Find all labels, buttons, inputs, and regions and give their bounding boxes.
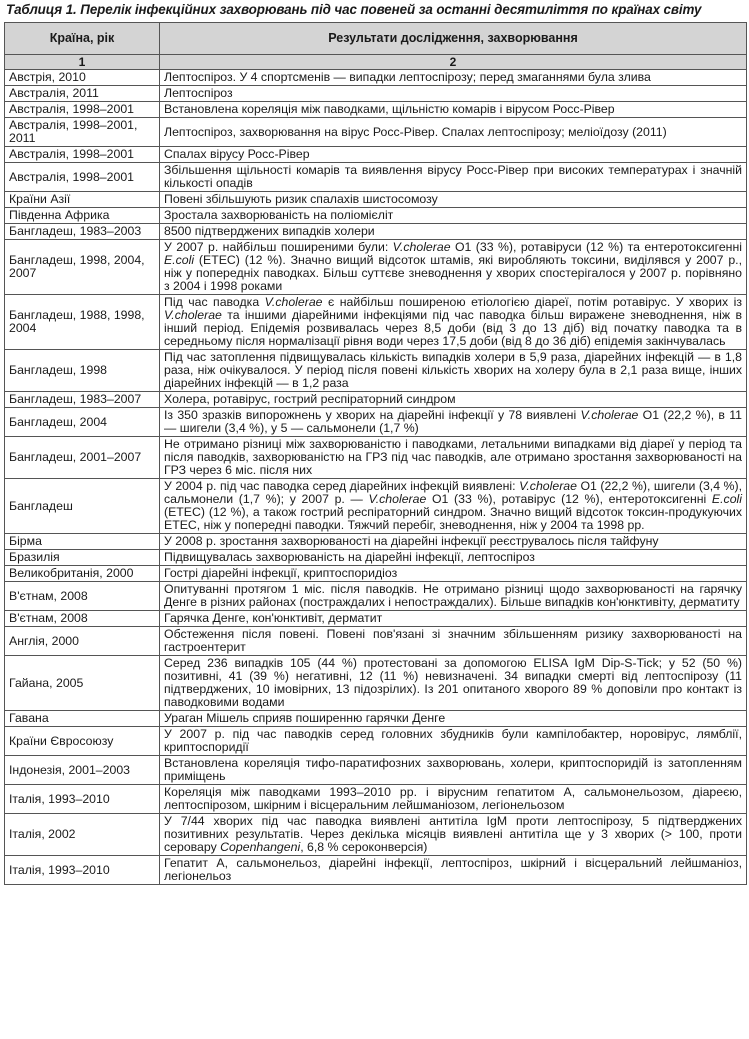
header-col-number-1: 1 (5, 55, 160, 70)
text-run: O1 (33 %), ротавірус (12 %), ентеротоксигенні (426, 492, 712, 506)
table-row (5, 208, 747, 224)
country-cell: Австралія, 2011 (5, 86, 160, 102)
result-cell: Спалах вірусу Росс-Рівер (160, 147, 747, 163)
table-row (5, 611, 747, 627)
result-cell (160, 814, 747, 856)
result-cell: Серед 236 випадків 105 (44 %) протестовані за допомогою ELISA IgM Dip-S-Tick; у 52 (50 %) позитивні, 41 (39 %) негативні, 12 (11 %) невизначені. 34 випадки смерті від лептоспірозу (11 підтверджених, 10 імовірних, 13 підозрілих). Із 201 опитаного хворого 89 % доповіли про контакт із паводковими водами (160, 656, 747, 711)
infections-table (4, 22, 747, 885)
italic-term: V.cholerae (264, 295, 323, 309)
result-cell: У 2008 р. зростання захворюваності на діарейні інфекції реєструвалось після тайфуну (160, 534, 747, 550)
table-row (5, 756, 747, 785)
result-cell: Гарячка Денге, кон'юнктивіт, дерматит (160, 611, 747, 627)
text-run: O1 (22,2 %), в 11 — шигели (3,4 %), у 5 — сальмонели (1,7 %) (164, 408, 742, 435)
country-cell: Бангладеш, 2001–2007 (5, 437, 160, 479)
country-cell: Бангладеш, 1988, 1998, 2004 (5, 295, 160, 350)
country-cell: Країни Євросоюзу (5, 727, 160, 756)
table-row (5, 566, 747, 582)
text-run: та іншими діарейними інфекціями під час паводка більш виражене зневоднення, ніж в інший період. Епідемія розвивалась через 8,5 доби (від 3 до 13 діб) від початку паводка та в середньому після нормалізації рівня води через 17,5 доби (від 8 до 36 діб) епідемія закінчувалась (164, 308, 742, 348)
result-cell: Встановлена кореляція між паводками, щільністю комарів і вірусом Росс-Рівер (160, 102, 747, 118)
table-row (5, 408, 747, 437)
country-cell: Італія, 1993–2010 (5, 785, 160, 814)
result-cell: Збільшення щільності комарів та виявлення вірусу Росс-Рівер при високих температурах і значній кількості опадів (160, 163, 747, 192)
table-body (5, 70, 747, 885)
text-run: Під час паводка (164, 295, 265, 309)
table-row (5, 727, 747, 756)
text-run: У 2007 р. найбільш поширеними були: (164, 240, 393, 254)
result-cell: Підвищувалась захворюваність на діарейні інфекції, лептоспіроз (160, 550, 747, 566)
italic-term: V.cholerae (580, 408, 639, 422)
result-cell: Обстеження після повені. Повені пов'язані зі значним збільшенням ризику захворюваності на гастроентерит (160, 627, 747, 656)
text-run: O1 (33 %), ротавіруси (12 %) та ентеротоксигенні (450, 240, 742, 254)
text-run: є найбільш поширеною етіологією діареї, потім ротавірус. У хворих із (322, 295, 743, 309)
italic-term: E.coli (711, 492, 742, 506)
country-cell: Південна Африка (5, 208, 160, 224)
country-cell: Бірма (5, 534, 160, 550)
result-cell: Встановлена кореляція тифо-паратифозних захворювань, холери, криптоспоридій із затопленням приміщень (160, 756, 747, 785)
text-run: Із 350 зразків випорожнень у хворих на діарейні інфекції у 78 виявлені (164, 408, 581, 422)
header-col-number-2: 2 (160, 55, 747, 70)
italic-term: V.cholerae (368, 492, 427, 506)
table-row (5, 437, 747, 479)
result-cell (160, 295, 747, 350)
country-cell: Бангладеш, 1998, 2004, 2007 (5, 240, 160, 295)
header-country: Країна, рік (5, 23, 160, 55)
result-cell: Гепатит А, сальмонельоз, діарейні інфекції, лептоспіроз, шкірний і вісцеральний лейшманіоз, легіонельоз (160, 856, 747, 885)
table-row (5, 785, 747, 814)
table-row (5, 102, 747, 118)
table-row (5, 582, 747, 611)
table-row (5, 534, 747, 550)
text-run: У 2004 р. під час паводка серед діарейних інфекцій виявлені: (164, 479, 520, 493)
result-cell: Ураган Мішель сприяв поширенню гарячки Денге (160, 711, 747, 727)
country-cell: Великобританія, 2000 (5, 566, 160, 582)
result-cell: Повені збільшують ризик спалахів шистосомозу (160, 192, 747, 208)
table-row (5, 479, 747, 534)
table-row (5, 856, 747, 885)
country-cell: Бразилія (5, 550, 160, 566)
table-row (5, 350, 747, 392)
result-cell (160, 408, 747, 437)
table-row (5, 70, 747, 86)
italic-term: V.cholerae (164, 308, 222, 322)
table-caption: Таблиця 1. Перелік інфекційних захворювань під час повеней за останні десятиліття по країнах світу (6, 2, 702, 17)
table-row (5, 656, 747, 711)
country-cell: Бангладеш (5, 479, 160, 534)
text-run: (ETEC) (12 %). Значно вищий відсоток штамів, які виробляють токсини, виділявся у 2007 р., ніж у попередніх паводках. Більш суттєве зневоднення у хворих спостерігалося у 2007 р. порівняно з 2004 і 1998 роками (164, 253, 742, 293)
italic-term: V.cholerae (392, 240, 451, 254)
result-cell: Лептоспіроз. У 4 спортсменів — випадки лептоспірозу; перед змаганнями була злива (160, 70, 747, 86)
country-cell: В'єтнам, 2008 (5, 582, 160, 611)
country-cell: Гайана, 2005 (5, 656, 160, 711)
italic-term: Copenhangeni (220, 840, 301, 854)
result-cell (160, 479, 747, 534)
text-run: , 6,8 % сероконверсія) (300, 840, 428, 854)
result-cell: Лептоспіроз (160, 86, 747, 102)
country-cell: Австралія, 1998–2001 (5, 102, 160, 118)
table-row (5, 550, 747, 566)
result-cell: 8500 підтверджених випадків холери (160, 224, 747, 240)
table-row (5, 118, 747, 147)
table-row (5, 711, 747, 727)
country-cell: Італія, 1993–2010 (5, 856, 160, 885)
country-cell: Австралія, 1998–2001 (5, 163, 160, 192)
table-row (5, 192, 747, 208)
text-run: (ETEC) (12 %), а також гострий респіраторний синдром. Значно вищий відсоток токсин-продукуючих ETEC, ніж у попередні паводки. Тяжчий перебіг, зневоднення, ніж у 2004 та 1998 рр. (164, 505, 742, 532)
country-cell: Австралія, 1998–2001 (5, 147, 160, 163)
table-row (5, 814, 747, 856)
table-row (5, 295, 747, 350)
country-cell: В'єтнам, 2008 (5, 611, 160, 627)
result-cell: Лептоспіроз, захворювання на вірус Росс-Рівер. Спалах лептоспірозу; меліоїдозу (2011) (160, 118, 747, 147)
table-row (5, 224, 747, 240)
table-row (5, 163, 747, 192)
country-cell: Бангладеш, 1983–2007 (5, 392, 160, 408)
country-cell: Австрія, 2010 (5, 70, 160, 86)
italic-term: E.coli (164, 253, 195, 267)
result-cell: Гострі діарейні інфекції, криптоспоридіоз (160, 566, 747, 582)
header-results: Результати дослідження, захворювання (160, 23, 747, 55)
result-cell: Кореляція між паводками 1993–2010 рр. і вірусним гепатитом А, сальмонельозом, діареєю, лептоспірозом, шкірним і вісцеральним лейшманіозом, легіонельозом (160, 785, 747, 814)
country-cell: Бангладеш, 2004 (5, 408, 160, 437)
text-run: У 7/44 хворих під час паводка виявлені антитіла IgM проти лептоспірозу, 5 підтверджених позитивних результатів. Через декілька місяців виявлені антитіла ще у 3 хворих (> 100, проти серовару (164, 814, 742, 854)
italic-term: V.cholerae (519, 479, 577, 493)
result-cell: Не отримано різниці між захворюваністю і паводками, летальними випадками від діареї у період та після паводків, захворюваністю на ГРЗ під час паводків, але отримано зростання захворюваності на ГРЗ через 6 міс. після них (160, 437, 747, 479)
table-row (5, 392, 747, 408)
result-cell: Під час затоплення підвищувалась кількість випадків холери в 5,9 раза, діарейних інфекцій — в 1,8 раза, ніж очікувалося. У період після повені кількість хворих на холеру була в 2,1 раза вище, інших діарейних інфекцій — в 1,2 раза (160, 350, 747, 392)
country-cell: Індонезія, 2001–2003 (5, 756, 160, 785)
result-cell: Зростала захворюваність на поліомієліт (160, 208, 747, 224)
table-row (5, 240, 747, 295)
country-cell: Країни Азії (5, 192, 160, 208)
text-run: O1 (22,2 %), шигели (3,4 %), сальмонели (1,7 %); у 2007 р. — (164, 479, 742, 506)
country-cell: Бангладеш, 1983–2003 (5, 224, 160, 240)
country-cell: Англія, 2000 (5, 627, 160, 656)
result-cell (160, 240, 747, 295)
result-cell: У 2007 р. під час паводків серед головних збудників були кампілобактер, норовірус, лямблії, криптоспоридії (160, 727, 747, 756)
country-cell: Гавана (5, 711, 160, 727)
table-row (5, 147, 747, 163)
result-cell: Холера, ротавірус, гострий респіраторний синдром (160, 392, 747, 408)
country-cell: Італія, 2002 (5, 814, 160, 856)
country-cell: Бангладеш, 1998 (5, 350, 160, 392)
result-cell: Опитуванні протягом 1 міс. після паводків. Не отримано різниці щодо захворюваності на гарячку Денге в різних районах (постраждалих і непостраждалих). Більше випадків кон'юнктивіту, дерматиту (160, 582, 747, 611)
table-row (5, 86, 747, 102)
table-row (5, 627, 747, 656)
country-cell: Австралія, 1998–2001, 2011 (5, 118, 160, 147)
